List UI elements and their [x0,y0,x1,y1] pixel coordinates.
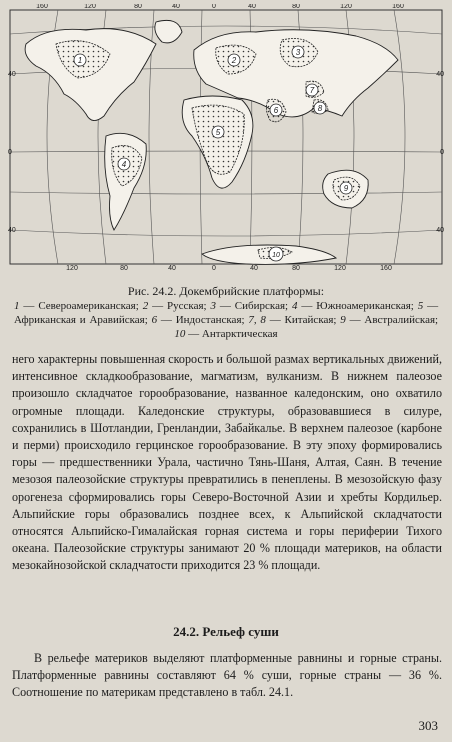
paragraph: В рельефе материков выделяют платформенные равнины и горные страны. Платформенные равнины составляют 64 % суши, горные страны — 36 %. Соотношение по материкам представлено в табл. 24.1. [12,651,442,700]
legend-number: 2 [142,300,149,312]
legend-item: Южноамериканская; [316,300,414,312]
section-heading: 24.2. Рельеф суши [173,624,279,639]
top-label: 40 [248,4,256,10]
platform-number-9: 9 [343,184,349,193]
page-number: 303 [418,718,438,733]
platform-label-5 [212,126,224,138]
continent-greenland [155,20,182,43]
right-label: 40 [436,227,444,234]
bottom-label: 40 [250,265,258,270]
top-label: 80 [134,4,142,10]
legend-item: Сибирская; [234,300,289,312]
platform-number-6: 6 [273,106,279,115]
platform-label-7 [306,84,318,96]
left-label: 40 [8,71,16,78]
legend-number: 5 [417,300,424,312]
paragraph: него характерны повышенная скорость и большой размах вертикальных движений, интенсивное складкообразование, магматизм, вулканизм. В нижнем палеозое произошло складчатое горообразование, названное каледонским, оно охватило огромные площади. Каледонские структуры, образовавшиеся в силуре, сохранились в Шотландии, Гренландии, Забайкалье. В верхнем палеозое (карбоне и перми) происходило герцинское горообразование. В эту эпоху формировались горы — предшественники Урала, частично Тянь-Шаня, Алтая, Саян. В течение мезозоя палеозойские структуры превратились в пенеплены. В мезозойскую фазу орогенеза сформировались горы Северо-Восточной Азии и хребты Кордильер. Альпийские горы образовались позднее всех, к Альпийской складчатости относятся Альпийско-Гималайская горная система и горы периферии Тихого океана. Палеозойские структуры занимают 20 % площади материков, на области мезокайнозойской складчатости приходится 23 % площади. [12,352,442,573]
top-label: 0 [212,4,216,10]
platform-number-2: 2 [231,56,237,65]
body-text [12,351,442,575]
legend-item: Африканская и Аравийская; [14,314,148,326]
platform-number-7: 7 [309,86,315,95]
bottom-label: 80 [292,265,300,270]
bottom-label: 120 [334,265,346,270]
right-label: 40 [436,71,444,78]
legend-item: Австралийская; [364,314,439,326]
platform-number-4: 4 [121,160,127,169]
top-label: 160 [392,4,404,10]
bottom-label: 40 [168,265,176,270]
bottom-label: 80 [120,265,128,270]
right-label: 0 [440,149,444,156]
platforms-world-map [6,4,446,270]
bottom-label: 0 [212,265,216,270]
legend-item: Индостанская; [175,314,245,326]
top-label: 80 [292,4,300,10]
legend-number: 4 [291,300,298,312]
legend-number: 6 [151,314,158,326]
platform-number-5: 5 [215,128,221,137]
platform-number-1: 1 [77,56,83,65]
legend-item: Североамериканская; [38,300,139,312]
legend-number: 1 [14,300,20,312]
legend-item: Антарктическая [201,328,278,340]
legend-number: 9 [340,314,346,326]
top-label: 160 [36,4,48,10]
legend-item: Русская; [167,300,207,312]
platform-label-10 [269,247,283,261]
platform-number-8: 8 [317,104,323,113]
platform-label-9 [340,182,352,194]
top-label: 40 [172,4,180,10]
figure-caption-title: Рис. 24.2. Докембрийские платформы: [127,284,325,298]
legend-number: 3 [210,300,216,312]
platform-label-4 [118,158,130,170]
platform-label-2 [228,54,240,66]
platform-number-3: 3 [295,48,301,57]
legend-item: Китайская; [284,314,337,326]
platform-label-1 [74,54,86,66]
bottom-label: 120 [66,265,78,270]
platform-label-8 [314,102,326,114]
legend-number: 7, 8 [248,314,266,326]
body-text-section [12,650,442,702]
left-label: 0 [8,149,12,156]
legend-number: 10 [174,328,186,340]
platform-label-3 [292,46,304,58]
platform-label-6 [270,104,282,116]
bottom-label: 160 [380,265,392,270]
figure-legend: 1 — Североамериканская; 2 — Русская; 3 — Сибирская; 4 — Южноамериканская; 5 — Африканская и Аравийская; 6 — Индостанская; 7, 8 — Китайская; 9 — Австралийская; 10 — Антарктическая [14,300,439,340]
left-label: 40 [8,227,16,234]
top-label: 120 [340,4,352,10]
platform-number-10: 10 [272,252,280,259]
top-label: 120 [84,4,96,10]
